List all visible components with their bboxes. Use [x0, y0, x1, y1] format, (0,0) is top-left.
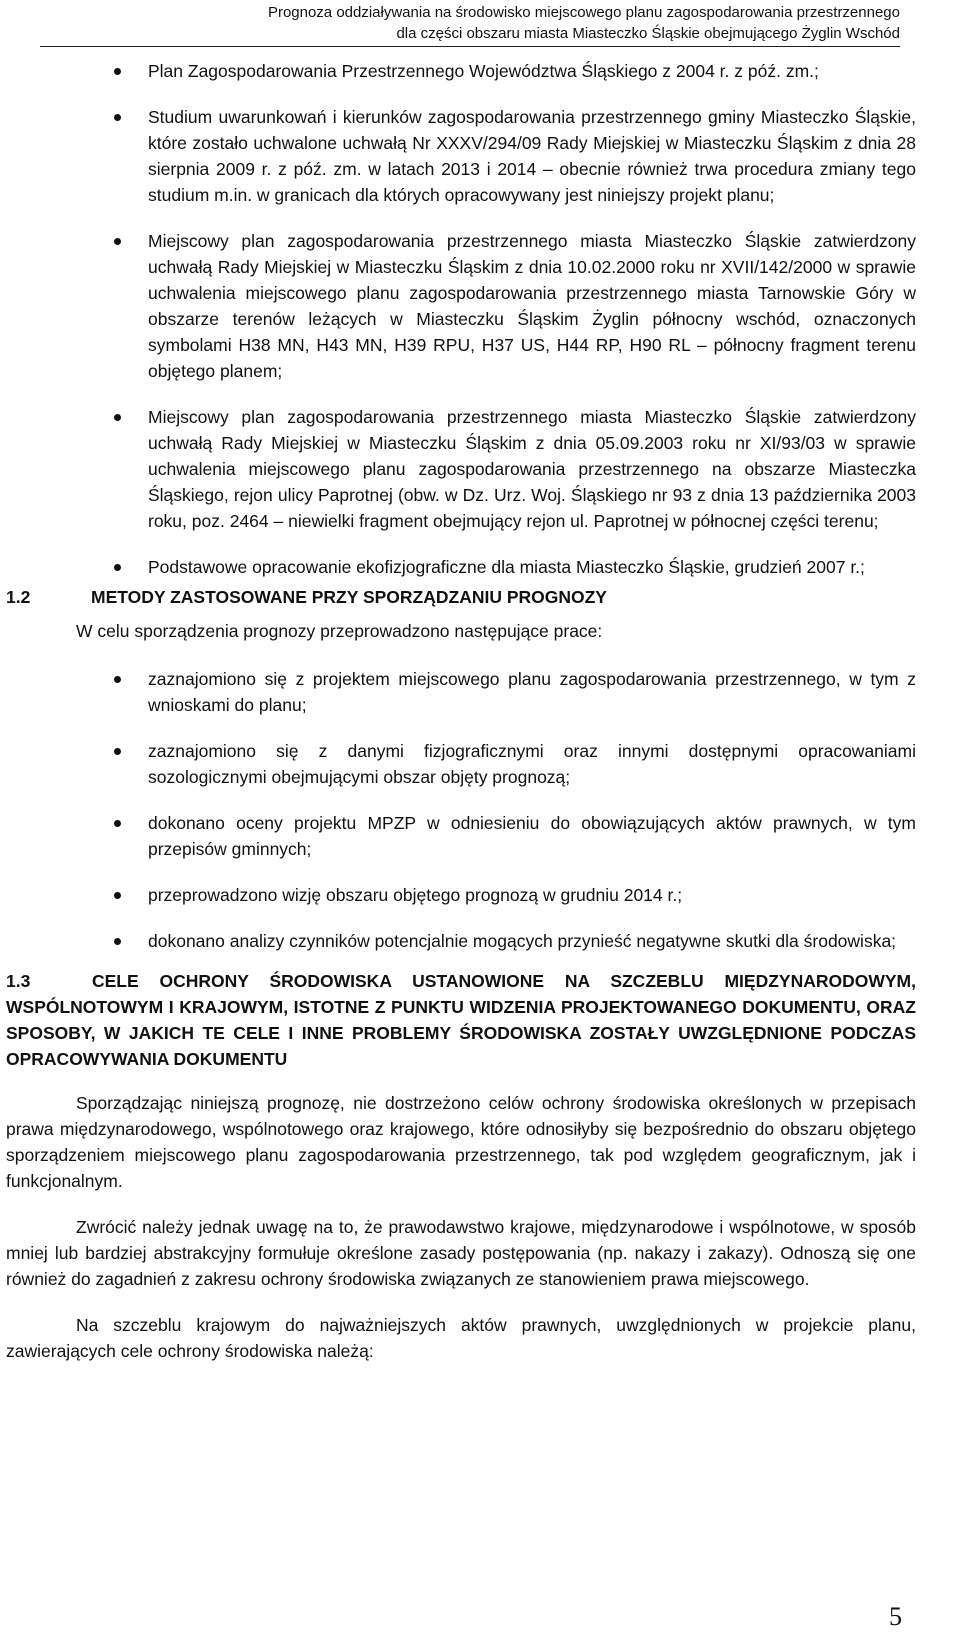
methods-list [6, 666, 916, 954]
bullet-icon [114, 938, 121, 945]
list-item: przeprowadzono wizję obszaru objętego prognozą w grudniu 2014 r.; [6, 882, 916, 908]
source-documents-list [6, 58, 916, 580]
section-number: 1.2 [6, 587, 31, 607]
list-item: Studium uwarunkowań i kierunków zagospodarowania przestrzennego gminy Miasteczko Śląskie, które zostało uchwalone uchwałą Nr XXXV/294/09 Rady Miejskiej w Miasteczku Śląskim z dnia 28 sierpnia 2009 r. z póź. zm. w latach 2013 i 2014 – obecnie również trwa procedura zmiany tego studium m.in. w granicach dla których opracowywany jest niniejszy projekt planu; [6, 104, 916, 208]
section-heading-1-3 [6, 968, 916, 1072]
section-title: METODY ZASTOSOWANE PRZY SPORZĄDZANIU PROGNOZY [91, 587, 607, 607]
bullet-icon [114, 414, 121, 421]
list-item: Plan Zagospodarowania Przestrzennego Województwa Śląskiego z 2004 r. z póź. zm.; [6, 58, 916, 84]
header-line-1: Prognoza oddziaływania na środowisko miejscowego planu zagospodarowania przestrzennego [267, 4, 900, 21]
list-item: dokonano oceny projektu MPZP w odniesieniu do obowiązujących aktów prawnych, w tym przepisów gminnych; [6, 810, 916, 862]
list-item: Miejscowy plan zagospodarowania przestrzennego miasta Miasteczko Śląskie zatwierdzony uchwałą Rady Miejskiej w Miasteczku Śląskim z dnia 05.09.2003 roku nr XI/93/03 w sprawie uchwalenia miejscowego planu zagospodarowania przestrzennego na obszarze Miasteczka Śląskiego, rejon ulicy Paprotnej (obw. w Dz. Urz. Woj. Śląskiego nr 93 z dnia 13 października 2003 roku, poz. 2464 – niewielki fragment obejmujący rejon ul. Paprotnej w północnej części terenu; [6, 404, 916, 534]
section-heading-1-2 [6, 584, 916, 610]
list-item: zaznajomiono się z danymi fizjograficznymi oraz innymi dostępnymi opracowaniami sozologicznymi obejmującymi obszar objęty prognozą; [6, 738, 916, 790]
bullet-icon [114, 892, 121, 899]
paragraph: Na szczeblu krajowym do najważniejszych aktów prawnych, uwzględnionych w projekcie planu, zawierających cele ochrony środowiska należą: [6, 1315, 916, 1361]
list-item: Miejscowy plan zagospodarowania przestrzennego miasta Miasteczko Śląskie zatwierdzony uchwałą Rady Miejskiej w Miasteczku Śląskim z dnia 10.02.2000 roku nr XVII/142/2000 w sprawie uchwalenia miejscowego planu zagospodarowania przestrzennego miasta Tarnowskie Góry w obszarze terenów leżących w Miasteczku Śląskim Żyglin północny wschód, oznaczonych symbolami H38 MN, H43 MN, H39 RPU, H37 US, H44 RP, H90 RL – północny fragment terenu objętego planem; [6, 228, 916, 384]
header-line-2: dla części obszaru miasta Miasteczko Śląskie obejmującego Żyglin Wschód [396, 25, 900, 42]
page-number: 5 [889, 1602, 902, 1631]
section-number: 1.3 [6, 971, 31, 991]
list-item: dokonano analizy czynników potencjalnie mogących przynieść negatywne skutki dla środowiska; [6, 928, 916, 954]
bullet-icon [114, 748, 121, 755]
section-title: CELE OCHRONY ŚRODOWISKA USTANOWIONE NA SZCZEBLU MIĘDZYNARODOWYM, WSPÓLNOTOWYM I KRAJOWYM, ISTOTNE Z PUNKTU WIDZENIA PROJEKTOWANEGO DOKUMENTU, ORAZ SPOSOBY, W JAKICH TE CELE I INNE PROBLEMY ŚRODOWISKA ZOSTAŁY UWZGLĘDNIONE PODCZAS OPRACOWYWANIA DOKUMENTU [6, 971, 916, 1069]
running-header [268, 2, 900, 44]
list-item: Podstawowe opracowanie ekofizjograficzne dla miasta Miasteczko Śląskie, grudzień 2007 r.; [6, 554, 916, 580]
section-intro: W celu sporządzenia prognozy przeprowadzono następujące prace: [76, 621, 603, 641]
bullet-icon [114, 238, 121, 245]
bullet-icon [114, 676, 121, 683]
bullet-icon [114, 68, 121, 75]
document-body [6, 58, 916, 1384]
bullet-icon [114, 564, 121, 571]
bullet-icon [114, 820, 121, 827]
paragraph: Sporządzając niniejszą prognozę, nie dostrzeżono celów ochrony środowiska określonych w przepisach prawa międzynarodowego, wspólnotowego oraz krajowego, które odnosiłyby się bezpośrednio do obszaru objętego sporządzeniem miejscowego planu zagospodarowania przestrzennego, tak pod względem geograficznym, jak i funkcjonalnym. [6, 1093, 916, 1191]
bullet-icon [114, 114, 121, 121]
paragraph: Zwrócić należy jednak uwagę na to, że prawodawstwo krajowe, międzynarodowe i wspólnotowe, w sposób mniej lub bardziej abstrakcyjny formułuje określone zasady postępowania (np. nakazy i zakazy). Odnoszą się one również do zagadnień z zakresu ochrony środowiska związanych ze stanowieniem prawa miejscowego. [6, 1217, 916, 1289]
list-item: zaznajomiono się z projektem miejscowego planu zagospodarowania przestrzennego, w tym z wnioskami do planu; [6, 666, 916, 718]
header-rule [40, 46, 900, 47]
